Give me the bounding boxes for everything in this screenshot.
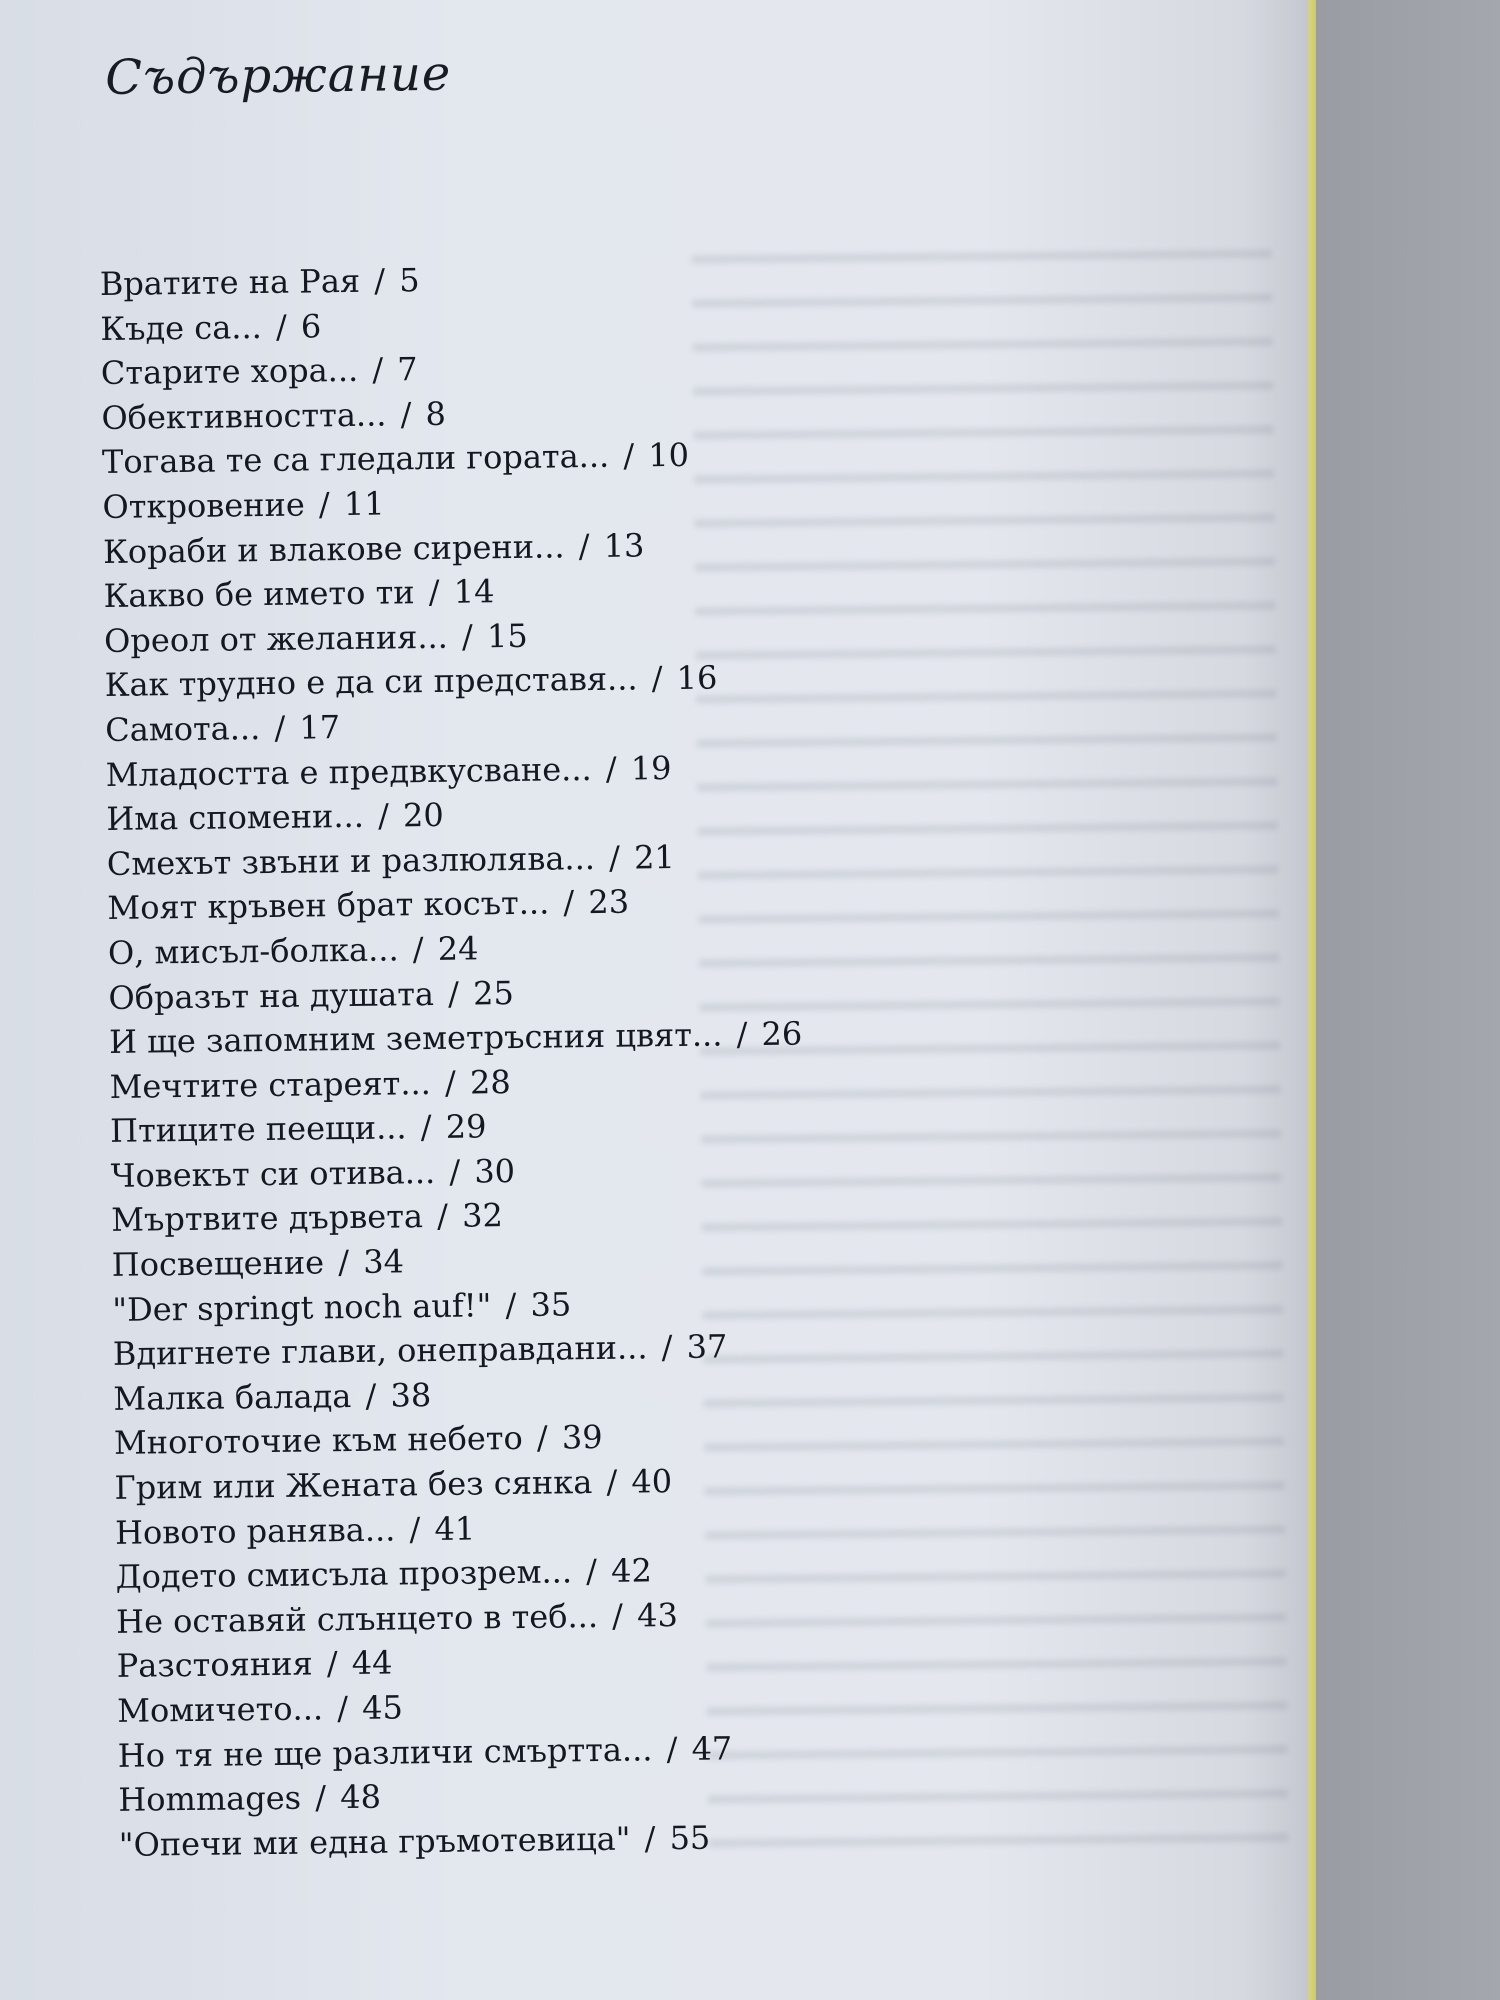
toc-item-separator: / [326, 1688, 359, 1728]
toc-item-title: Самота... [105, 709, 261, 749]
toc-item-title: Грим или Жената без сянка [114, 1463, 593, 1507]
toc-item-page-number: 17 [299, 708, 341, 747]
toc-item-title: Мечтите стареят... [109, 1063, 432, 1106]
toc-item-title: Образът на душата [108, 974, 435, 1017]
toc-item-title: "Der springt noch auf!" [112, 1285, 492, 1329]
toc-item-page-number: 55 [669, 1818, 711, 1857]
toc-item-separator: / [656, 1729, 688, 1768]
toc-item-title: Момичето... [117, 1689, 324, 1730]
toc-item-page-number: 11 [343, 484, 385, 524]
toc-item-title: Посвещение [111, 1243, 325, 1284]
toc-item-title: Не оставяй слънцето в теб... [115, 1596, 599, 1641]
toc-item-title: "Опечи ми една гръмотевица" [118, 1819, 631, 1864]
toc-item-title: Многоточие към небето [113, 1419, 523, 1463]
toc-item-page-number: 24 [437, 929, 479, 968]
toc-item-title: Hommages [118, 1778, 302, 1820]
toc-item-page-number: 39 [561, 1418, 603, 1457]
toc-item-separator: / [726, 1015, 758, 1054]
toc-item-page-number: 45 [361, 1688, 404, 1727]
toc-item-separator: / [390, 394, 422, 434]
toc-item-title: Вдигнете глави, онеправдани... [112, 1328, 648, 1374]
toc-item-separator: / [526, 1418, 559, 1458]
toc-item-title: Птиците пеещи... [109, 1108, 407, 1151]
toc-item-page-number: 32 [461, 1196, 504, 1236]
toc-item-title: И ще запомним земетръсния цвят... [108, 1015, 723, 1062]
toc-item-title: Какво бе името ти [103, 573, 415, 616]
toc-item-page-number: 35 [530, 1284, 572, 1324]
toc-item-separator: / [438, 1152, 471, 1191]
toc-item-title: Моят кръвен брат косът... [107, 883, 550, 928]
toc-item-separator: / [601, 1596, 634, 1635]
toc-item-separator: / [418, 572, 450, 612]
toc-item-separator: / [264, 708, 296, 747]
toc-item-title: Додето смисъла прозрем... [115, 1552, 573, 1597]
toc-item-separator: / [651, 1328, 683, 1367]
toc-item-separator: / [568, 526, 600, 565]
toc-item-page-number: 26 [761, 1014, 803, 1054]
book-cover-edge [1316, 0, 1500, 2000]
page-title: Съдържание [104, 45, 452, 106]
toc-item-title: Откровение [102, 485, 305, 526]
toc-item-separator: / [355, 1376, 387, 1415]
toc-item-separator: / [316, 1644, 349, 1683]
toc-item-separator: / [451, 617, 484, 656]
toc-item-page-number: 13 [603, 525, 645, 565]
toc-item-page-number: 23 [588, 882, 630, 922]
toc-item-page-number: 42 [610, 1551, 653, 1591]
toc-item-page-number: 37 [686, 1327, 728, 1367]
toc-item-title: Има спомени... [106, 796, 365, 839]
toc-item-page-number: 10 [648, 436, 690, 475]
toc-item-page-number: 5 [398, 261, 420, 300]
toc-item-separator: / [363, 261, 396, 300]
toc-item-separator: / [595, 749, 628, 788]
toc-item-page-number: 15 [486, 616, 528, 656]
toc-item-title: Обективността... [101, 395, 387, 437]
toc-item-separator: / [361, 350, 394, 389]
toc-item-page-number: 44 [351, 1643, 393, 1683]
toc-item-separator: / [553, 883, 585, 922]
toc-item-title: Как трудно е да си представя... [104, 659, 638, 705]
toc-item-title: Но тя не ще различи смъртта... [117, 1729, 653, 1775]
toc-item-page-number: 16 [676, 658, 718, 698]
toc-item-title: Старите хора... [100, 351, 359, 393]
toc-item-separator: / [575, 1552, 608, 1591]
toc-item-separator: / [367, 796, 400, 835]
toc-item-page-number: 29 [445, 1107, 487, 1147]
toc-item-title: Младостта е предвкусване... [105, 749, 592, 794]
toc-item-page-number: 28 [469, 1062, 511, 1102]
toc-item-page-number: 19 [630, 748, 672, 788]
toc-item-page-number: 14 [453, 572, 495, 611]
toc-item-page-number: 30 [474, 1151, 516, 1191]
toc-item-title: Малка балада [113, 1376, 352, 1418]
toc-item-title: Кораби и влакове сирени... [102, 526, 565, 571]
toc-item-page-number: 43 [636, 1595, 679, 1635]
toc-item-separator: / [327, 1242, 360, 1282]
toc-item-separator: / [434, 1063, 467, 1102]
toc-item-title: О, мисъл-болка... [107, 930, 399, 972]
toc-item-page-number: 21 [633, 837, 675, 877]
toc-item-separator: / [634, 1818, 666, 1858]
toc-item-page-number: 6 [300, 306, 322, 346]
toc-item-page-number: 20 [402, 795, 444, 835]
toc-item-title: Човекът си отива... [110, 1152, 436, 1195]
toc-item-page-number: 41 [434, 1509, 476, 1548]
toc-item-page-number: 7 [397, 350, 418, 389]
toc-item-title: Ореол от желания... [103, 617, 449, 660]
book-spine [1306, 0, 1316, 2000]
toc-item-page-number: 38 [390, 1375, 432, 1415]
toc-item-separator: / [426, 1197, 459, 1236]
toc-item-title: Мъртвите дървета [111, 1197, 424, 1240]
toc-item-separator: / [308, 485, 341, 524]
toc-item-title: Новото ранява... [114, 1510, 396, 1552]
toc-item-page-number: 34 [362, 1242, 405, 1281]
toc-item-page-number: 25 [472, 973, 515, 1012]
toc-item-page-number: 48 [339, 1777, 382, 1817]
toc-item-separator: / [304, 1778, 337, 1817]
table-of-contents [100, 249, 1170, 1867]
toc-item-title: Тогава те са гледали гората... [101, 437, 610, 482]
toc-item-separator: / [399, 1509, 431, 1549]
toc-item-separator: / [612, 436, 645, 476]
toc-item-separator: / [402, 929, 434, 969]
toc-item-page-number: 8 [425, 394, 447, 433]
toc-item-separator: / [641, 659, 673, 698]
toc-item-separator: / [410, 1108, 442, 1147]
toc-item-title: Къде са... [100, 307, 263, 348]
toc-item-separator: / [598, 838, 631, 877]
toc-item-separator: / [265, 307, 298, 346]
toc-item-title: Разстояния [116, 1644, 313, 1686]
toc-item-separator: / [495, 1285, 527, 1324]
toc-item-page-number: 47 [691, 1728, 733, 1768]
toc-item-title: Смехът звъни и разлюлява... [106, 838, 596, 883]
toc-item-title: Вратите на Рая [99, 261, 361, 303]
toc-item-separator: / [437, 974, 470, 1013]
toc-item-separator: / [596, 1462, 628, 1502]
toc-item-page-number: 40 [631, 1462, 673, 1501]
